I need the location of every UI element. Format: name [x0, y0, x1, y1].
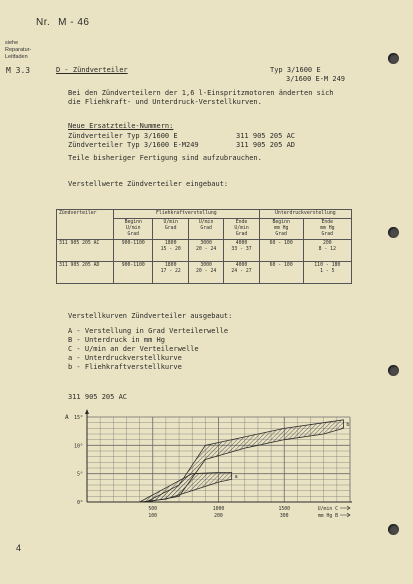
- table-cell: 4000 33 - 37: [224, 240, 259, 262]
- bulletin-value: M - 46: [58, 17, 90, 28]
- table-header-cell: Beginn U/min Grad: [114, 219, 153, 240]
- table-cell: 311 905 205 AD: [57, 262, 114, 284]
- margin-note-line: siehe: [5, 40, 19, 46]
- table-cell: 60 - 100: [259, 262, 303, 284]
- table-cell: 110 - 180 1 - 5: [303, 262, 351, 284]
- table-cell: 311 905 205 AC: [57, 240, 114, 262]
- binder-hole: [388, 524, 399, 535]
- margin-note-line: Reparatur-: [5, 47, 32, 53]
- x-tick-label-mmhg: 300: [279, 514, 289, 519]
- x-axis-arrow-mmhg: [340, 513, 350, 517]
- binder-hole: [388, 227, 399, 238]
- bulletin-number: [36, 14, 89, 28]
- x-axis-arrow-rpm: [340, 506, 350, 510]
- table-header-cell: U/min Grad: [188, 219, 223, 240]
- x-axis-label-rpm: U/min C: [317, 507, 338, 512]
- page-number: 4: [16, 543, 22, 553]
- y-axis-arrow: [85, 409, 89, 414]
- chart-bands: [140, 420, 344, 502]
- bulletin-prefix: Nr.: [36, 17, 51, 28]
- y-tick-label: 10°: [73, 443, 83, 450]
- legend-item: b - Fliehkraftverstellkurve: [68, 363, 182, 371]
- x-tick-label-rpm: 1000: [212, 507, 225, 512]
- binder-hole: [388, 365, 399, 376]
- legend-item: B - Unterdruck in mm Hg: [68, 336, 165, 344]
- y-tick-label: 0°: [76, 500, 83, 506]
- x-tick-label-rpm: 500: [148, 507, 158, 512]
- parts-note: Teile bisheriger Fertigung sind aufzubrauchen.: [68, 154, 262, 162]
- curve-band-a: [140, 473, 232, 502]
- table-cell: 900-1100: [114, 240, 153, 262]
- parts-heading: Neue Ersatzteile-Nummern:: [68, 122, 174, 130]
- table-row: [57, 240, 352, 262]
- curves-heading: Verstellkurven Zündverteiler ausgebaut:: [68, 312, 233, 320]
- table-header-cell: Fliehkraftverstellung: [114, 210, 260, 219]
- values-heading: Verstellwerte Zündverteiler eingebaut:: [68, 180, 229, 188]
- binder-hole: [388, 53, 399, 64]
- table-cell: 1800 17 - 22: [153, 262, 188, 284]
- intro-paragraph: Bei den Zündverteilern der 1,6 l-Einspritzmotoren änderten sich die Fliehkraft- und Unterdruck-Verstellkurven.: [68, 89, 334, 106]
- table-cell: 60 - 100: [259, 240, 303, 262]
- table-header-row: [57, 210, 352, 219]
- table-header-cell: Ende U/min Grad: [224, 219, 259, 240]
- legend-item: C - U/min an der Verteilerwelle: [68, 345, 199, 353]
- table-header-cell: Zündverteiler: [57, 210, 114, 240]
- adjustment-values-table: [56, 209, 352, 284]
- x-axis-label-mmhg: mm Hg B: [317, 514, 338, 519]
- part-number: 311 905 205 AC: [236, 132, 296, 140]
- table-cell: 200 8 - 12: [303, 240, 351, 262]
- curve-label-a: a: [234, 473, 238, 480]
- table-header-cell: U/min Grad: [153, 219, 188, 240]
- part-number: 311 905 205 AD: [236, 141, 296, 149]
- table-cell: 1800 15 - 20: [153, 240, 188, 262]
- y-axis-label: A: [65, 414, 69, 421]
- legend-item: a - Unterdruckverstellkurve: [68, 354, 182, 362]
- x-tick-label-rpm: 1500: [278, 507, 291, 512]
- margin-note-line: Leitfaden: [5, 54, 28, 60]
- part-label: Zündverteiler Typ 3/1600 E-M249: [68, 141, 199, 149]
- table-cell: 4000 24 - 27: [224, 262, 259, 284]
- table-row: [57, 262, 352, 284]
- table-cell: 3000 20 - 24: [188, 262, 223, 284]
- type-line-2: 3/1600 E-M 249: [286, 75, 346, 83]
- section-title: D - Zündverteiler: [56, 66, 128, 74]
- chart-title: 311 905 205 AC: [68, 393, 128, 401]
- table-header-cell: Beginn mm Hg Grad: [259, 219, 303, 240]
- advance-curve-chart: [55, 405, 360, 530]
- margin-note: [5, 40, 31, 61]
- x-tick-label-mmhg: 200: [214, 514, 223, 519]
- table-cell: 900-1100: [114, 262, 153, 284]
- type-line-1: Typ 3/1600 E: [270, 66, 321, 74]
- y-tick-label: 15°: [73, 415, 83, 421]
- legend-item: A - Verstellung in Grad Verteilerwelle: [68, 327, 229, 335]
- x-tick-label-mmhg: 100: [148, 514, 158, 519]
- table-header-cell: Ende mm Hg Grad: [303, 219, 351, 240]
- table-cell: 3000 20 - 24: [188, 240, 223, 262]
- part-label: Zündverteiler Typ 3/1600 E: [68, 132, 178, 140]
- margin-reference: M 3.3: [6, 66, 31, 75]
- table-header-cell: Unterdruckverstellung: [259, 210, 351, 219]
- curve-label-b: b: [346, 422, 350, 429]
- y-tick-label: 5°: [76, 471, 83, 478]
